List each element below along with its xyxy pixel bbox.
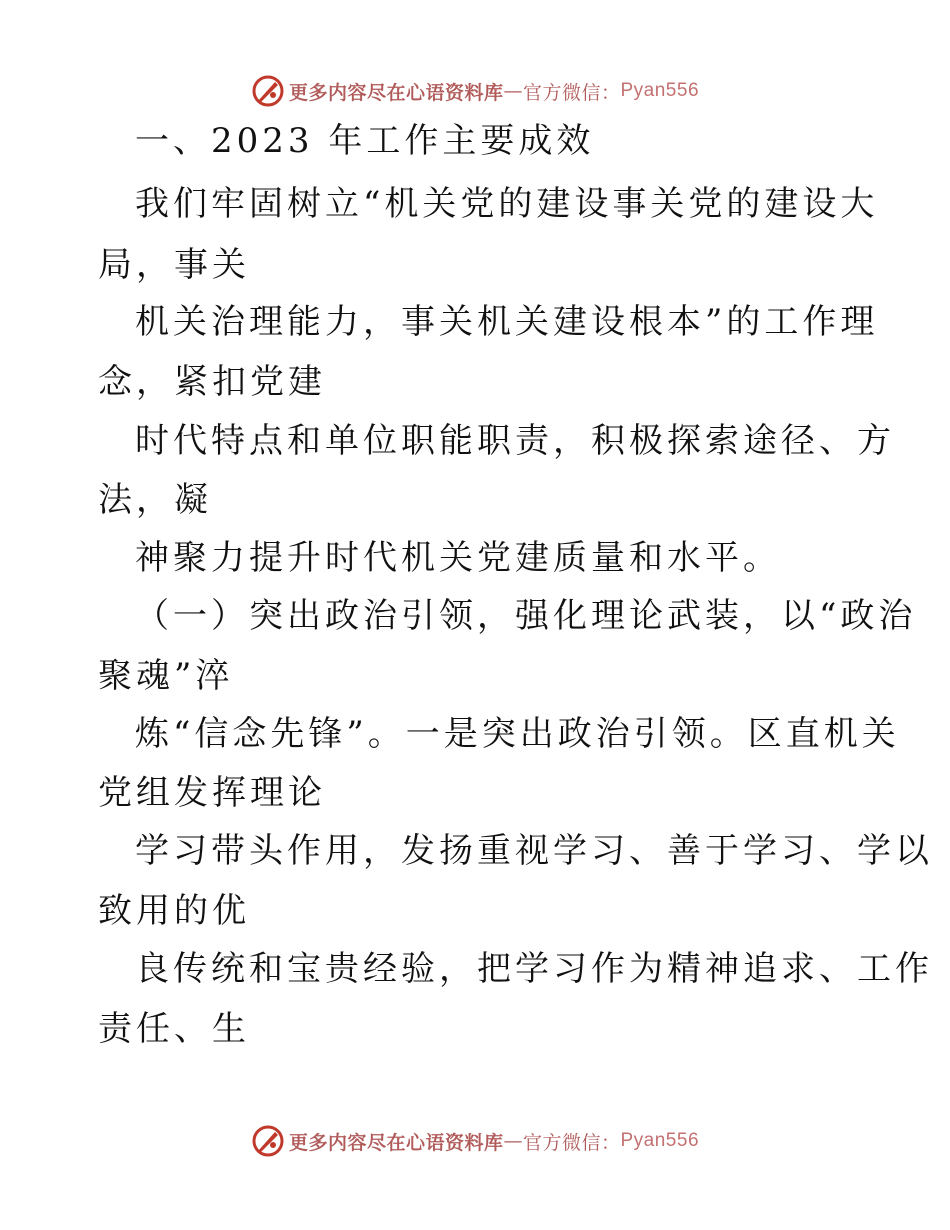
body-line: 我们牢固树立“机关党的建设事关党的建设大 [135, 184, 879, 224]
watermark-wechat-id: Pyan556 [620, 1130, 700, 1151]
watermark-official-label: 官方微信： [522, 81, 621, 104]
watermark-main-text: 更多内容尽在心语资料库 [288, 81, 504, 104]
watermark-official-label: 官方微信： [522, 1131, 621, 1154]
body-line: 机关治理能力，事关机关建设根本”的工作理 [135, 302, 879, 342]
header-watermark [0, 71, 950, 111]
body-line: 一、2023 年工作主要成效 [135, 121, 595, 161]
quill-logo-icon [251, 74, 285, 108]
footer-watermark [0, 1121, 950, 1161]
body-line: 神聚力提升时代机关党建质量和水平。 [135, 538, 781, 578]
body-line: 局，事关 [98, 245, 250, 285]
watermark-wechat-id: Pyan556 [620, 80, 700, 101]
watermark-main-text: 更多内容尽在心语资料库 [288, 1131, 504, 1154]
body-line: 时代特点和单位职能职责，积极探索途径、方 [135, 421, 895, 461]
body-line: （一）突出政治引领，强化理论武装，以“政治 [135, 596, 917, 636]
body-line: 良传统和宝贵经验，把学习作为精神追求、工作 [135, 949, 933, 989]
body-line: 致用的优 [98, 891, 250, 931]
body-line: 聚魂”淬 [98, 656, 234, 696]
body-line: 党组发挥理论 [98, 773, 326, 813]
quill-logo-icon [251, 1124, 285, 1158]
body-line: 学习带头作用，发扬重视学习、善于学习、学以 [135, 831, 933, 871]
watermark-dash: — [503, 1130, 523, 1152]
body-line: 法，凝 [98, 480, 212, 520]
body-line: 念，紧扣党建 [98, 362, 326, 402]
watermark-dash: — [503, 80, 523, 102]
body-line: 炼“信念先锋”。一是突出政治引领。区直机关 [135, 714, 900, 754]
body-line: 责任、生 [98, 1009, 250, 1049]
